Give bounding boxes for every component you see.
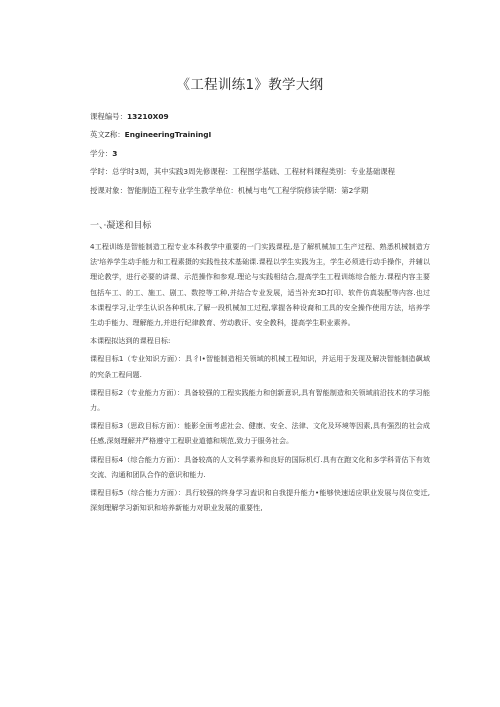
section-heading: 一、·凝迷和目标 bbox=[90, 221, 152, 231]
english-name-line bbox=[90, 130, 430, 140]
goal-4-paragraph: 课程目标4（综合能力方面）：具备较高的人文科学素养和良好的国际机灯.具有在跑文化和多学科背估下有效交流、沟通和团队合作的意识和能力. bbox=[90, 454, 430, 479]
goal-2-paragraph: 课程目标2（专业能力方面）：具备较强的工程实践能力和创新意识,具有智能制造和关领域前沿技术的学习能力。 bbox=[90, 387, 430, 413]
hours-text: 学时：总学时3周，其中实践3周先修课程：工程图学基础、工程材料课程类别：专业基础课程 bbox=[90, 167, 396, 177]
document-title: 《工程训练1》教学大纲 bbox=[176, 77, 324, 93]
audience-text: 授课对象：智能制造工程专业学生教学单位：机械与电气工程学院修读学期：第2学期 bbox=[90, 185, 369, 195]
credits-line bbox=[90, 149, 430, 159]
goal-3-paragraph: 课程目标3（思政目标方面）：能影全面考虑社会、健康、安全、法律、文化及环境等因素,具有强烈的社会成任感,深刻理解并严格遵守工程职业道德和规范,致力于服务社会。 bbox=[90, 421, 430, 446]
document-body bbox=[90, 239, 430, 518]
credits-label: 学分： bbox=[90, 148, 113, 158]
course-code-line bbox=[90, 112, 430, 122]
goal-5-paragraph: 课程目标5（综合能力方面）：具行较强的终身学习盍识和自我提升能力•能够快速适应职业发展与岗位变迁,深刻理解学习新知识和培养新能力对职业发展的重要性, bbox=[90, 488, 430, 513]
english-name-label: 英文Z称： bbox=[90, 130, 125, 140]
intro-paragraph: 4工程训练是智能制造工程专业本科教学中重要的一门实践课程,是了解机械加工生产过程、熟悉机械制造方法'培养学生动手能力和工程素摄的实践性技术基础课.课程以学生实践为主，学生必须进行动手操作，并辅以理论教学，进行必要的讲课、示范操作和参观.理论与实践相结合,提高学生工程训练综合能力.课程内容主要包括车工、的工、施工、剧工、数控等工种,并结合专业发展，适当补充3D打印、软件仿真装配等内容.也过本课程学习,让学生认识各种机床,了解一段机械加工过程,掌握各种设裔和工具的安全操作使用方法，培养学生动手能力、理解能力,并进行纪律教育、劳动教讦、安全教科，提高学生职业素养。 bbox=[90, 242, 430, 328]
hours-line bbox=[90, 167, 430, 177]
goal-1-paragraph: 课程目标1（专业知识方面）：具彳I•智能制造相关领域的机械工程知识，并运用于发现及解决智能制造飙域的究条工程问题. bbox=[90, 354, 430, 379]
course-code-label: 课程编号： bbox=[90, 112, 127, 121]
audience-line bbox=[90, 186, 430, 196]
english-name-value: EngineeringTrainingI bbox=[124, 130, 212, 140]
goals-lead-paragraph: 本课程拟达到的课程目标: bbox=[90, 336, 171, 346]
course-meta bbox=[90, 112, 430, 204]
course-code-value: 13210X09 bbox=[126, 112, 169, 121]
credits-value: 3 bbox=[112, 148, 118, 158]
